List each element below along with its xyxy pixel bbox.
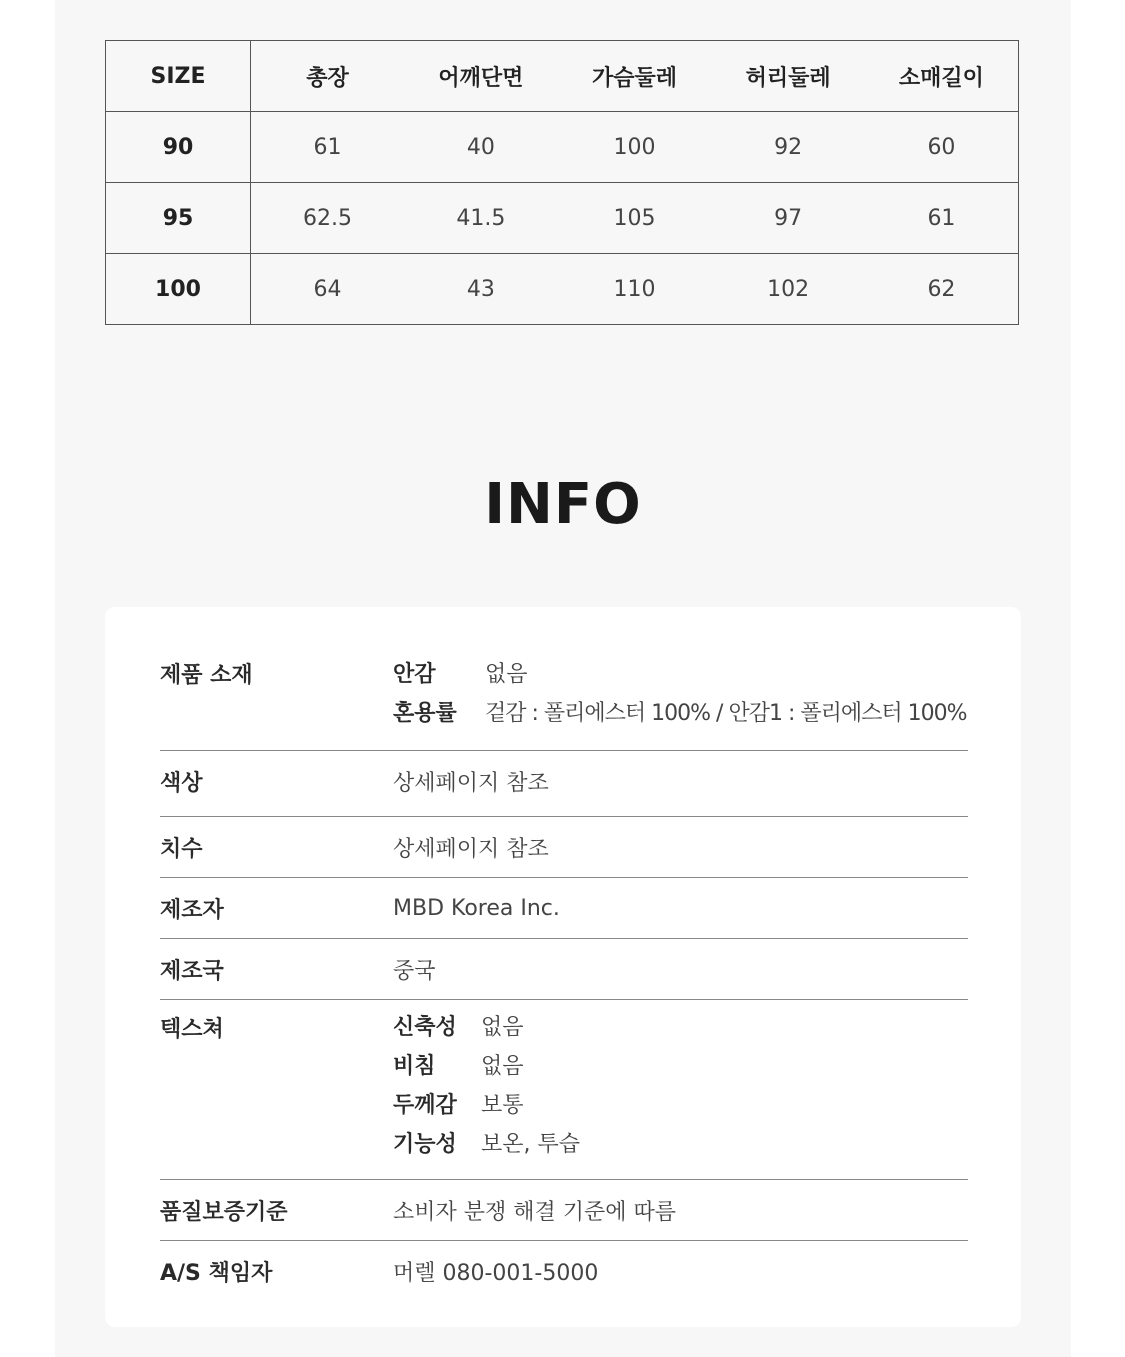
info-row-material [160,653,968,731]
table-cell: 41.5 [404,183,558,254]
header-chest: 가슴둘레 [558,41,712,112]
texture-item [393,1045,580,1084]
table-cell: 43 [404,254,558,325]
texture-item-value: 보통 [481,1093,524,1118]
material-blend-row [393,692,967,731]
info-value-as: 머렐 080-001-5000 [393,1260,599,1286]
info-row-quality [160,1179,968,1240]
size-cell: 90 [106,112,251,183]
info-value-manufacturer: MBD Korea Inc. [393,895,560,921]
lining-value: 없음 [485,662,528,687]
table-cell: 102 [711,254,865,325]
table-cell: 61 [251,112,405,183]
texture-item-label: 신축성 [393,1015,457,1040]
size-table-header-row [106,41,1019,112]
info-card [105,607,1021,1327]
info-value-quality: 소비자 분쟁 해결 기준에 따름 [393,1199,676,1225]
texture-item-label: 기능성 [393,1132,457,1157]
table-cell: 60 [865,112,1019,183]
info-value-size: 상세페이지 참조 [393,836,549,862]
table-cell: 62 [865,254,1019,325]
size-cell: 100 [106,254,251,325]
info-label-size: 치수 [160,836,203,862]
info-label-material: 제품 소재 [160,663,253,688]
header-waist: 허리둘레 [711,41,865,112]
size-table [105,40,1019,325]
texture-item-value: 없음 [481,1054,524,1079]
info-label-color: 색상 [160,771,203,796]
table-cell: 97 [711,183,865,254]
table-cell: 105 [558,183,712,254]
info-row-size [160,816,968,877]
info-label-country: 제조국 [160,958,224,984]
table-cell: 62.5 [251,183,405,254]
header-sleeve: 소매길이 [865,41,1019,112]
info-heading: INFO [484,472,642,537]
texture-item [393,1084,580,1123]
info-label-manufacturer: 제조자 [160,897,224,923]
info-row-manufacturer [160,877,968,938]
info-label-quality: 품질보증기준 [160,1199,288,1225]
texture-item-label: 두께감 [393,1093,457,1118]
blend-value: 겉감 : 폴리에스터 100% / 안감1 : 폴리에스터 100% [485,701,967,726]
texture-item-label: 비침 [393,1054,436,1079]
texture-item-value: 없음 [481,1015,524,1040]
header-size: SIZE [106,41,251,112]
table-cell: 61 [865,183,1019,254]
texture-item-value: 보온, 투습 [481,1132,580,1157]
info-label-as: A/S 책임자 [160,1260,273,1286]
material-lining-row [393,653,967,692]
info-row-country [160,938,968,999]
texture-item [393,1006,580,1045]
info-row-color [160,750,968,812]
size-cell: 95 [106,183,251,254]
lining-label: 안감 [393,662,436,687]
info-value-material [393,653,967,731]
page-background [55,0,1071,1357]
info-value-country: 중국 [393,958,436,984]
table-cell: 100 [558,112,712,183]
info-row-as [160,1240,968,1301]
info-value-texture [393,1006,580,1162]
header-total-length: 총장 [251,41,405,112]
table-row [106,183,1019,254]
table-row [106,254,1019,325]
blend-label: 혼용률 [393,701,457,726]
table-cell: 40 [404,112,558,183]
texture-item [393,1123,580,1162]
table-cell: 64 [251,254,405,325]
info-row-texture [160,999,968,1181]
table-cell: 92 [711,112,865,183]
table-cell: 110 [558,254,712,325]
header-shoulder: 어깨단면 [404,41,558,112]
info-value-color: 상세페이지 참조 [393,771,549,796]
info-label-texture: 텍스쳐 [160,1017,224,1042]
table-row [106,112,1019,183]
